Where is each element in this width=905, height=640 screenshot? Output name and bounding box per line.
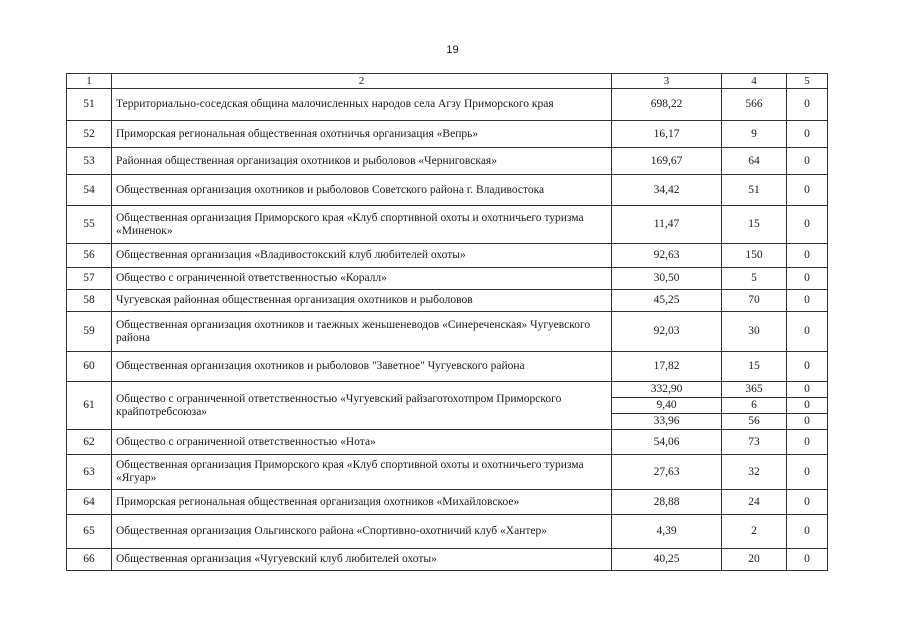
table-row bbox=[67, 490, 828, 515]
count-value: 20 bbox=[722, 549, 787, 571]
table-row bbox=[67, 121, 828, 148]
count-value: 64 bbox=[722, 148, 787, 175]
area-value: 27,63 bbox=[612, 455, 722, 490]
column-5-value: 0 bbox=[787, 352, 828, 382]
area-value: 33,96 bbox=[612, 414, 722, 430]
area-value: 332,90 bbox=[612, 382, 722, 398]
row-number: 51 bbox=[67, 89, 112, 121]
area-value: 54,06 bbox=[612, 430, 722, 455]
column-5-value: 0 bbox=[787, 89, 828, 121]
area-value: 30,50 bbox=[612, 268, 722, 290]
column-5-value: 0 bbox=[787, 549, 828, 571]
table-row bbox=[67, 515, 828, 549]
table-row bbox=[67, 352, 828, 382]
row-number: 58 bbox=[67, 290, 112, 312]
count-value: 6 bbox=[722, 398, 787, 414]
area-value: 698,22 bbox=[612, 89, 722, 121]
organization-name: Общество с ограниченной ответственностью «Чугуевский райзаготохотпром Приморского крайпотребсоюза» bbox=[112, 382, 612, 430]
column-5-value: 0 bbox=[787, 430, 828, 455]
table-header-row bbox=[67, 74, 828, 89]
row-number: 54 bbox=[67, 175, 112, 206]
count-value: 73 bbox=[722, 430, 787, 455]
column-5-value: 0 bbox=[787, 148, 828, 175]
row-number: 55 bbox=[67, 206, 112, 244]
count-value: 15 bbox=[722, 352, 787, 382]
table-row bbox=[67, 382, 828, 398]
table-row bbox=[67, 89, 828, 121]
area-value: 9,40 bbox=[612, 398, 722, 414]
organization-name: Общество с ограниченной ответственностью «Нота» bbox=[112, 430, 612, 455]
area-value: 28,88 bbox=[612, 490, 722, 515]
column-header-1: 1 bbox=[67, 74, 112, 89]
row-number: 63 bbox=[67, 455, 112, 490]
table-row bbox=[67, 268, 828, 290]
area-value: 45,25 bbox=[612, 290, 722, 312]
organization-name: Общество с ограниченной ответственностью «Коралл» bbox=[112, 268, 612, 290]
area-value: 169,67 bbox=[612, 148, 722, 175]
table-row bbox=[67, 206, 828, 244]
organization-name: Чугуевская районная общественная организация охотников и рыболовов bbox=[112, 290, 612, 312]
column-5-value: 0 bbox=[787, 382, 828, 398]
table-row bbox=[67, 290, 828, 312]
table-row bbox=[67, 312, 828, 352]
organization-name: Общественная организация «Чугуевский клуб любителей охоты» bbox=[112, 549, 612, 571]
count-value: 51 bbox=[722, 175, 787, 206]
table-row bbox=[67, 455, 828, 490]
data-table bbox=[66, 73, 828, 571]
table-row bbox=[67, 244, 828, 268]
column-5-value: 0 bbox=[787, 455, 828, 490]
column-5-value: 0 bbox=[787, 312, 828, 352]
column-5-value: 0 bbox=[787, 268, 828, 290]
area-value: 4,39 bbox=[612, 515, 722, 549]
count-value: 70 bbox=[722, 290, 787, 312]
row-number: 61 bbox=[67, 382, 112, 430]
row-number: 56 bbox=[67, 244, 112, 268]
organization-name: Приморская региональная общественная охотничья организация «Вепрь» bbox=[112, 121, 612, 148]
count-value: 32 bbox=[722, 455, 787, 490]
table-row bbox=[67, 175, 828, 206]
row-number: 52 bbox=[67, 121, 112, 148]
organization-name: Районная общественная организация охотников и рыболовов «Черниговская» bbox=[112, 148, 612, 175]
row-number: 60 bbox=[67, 352, 112, 382]
organization-name: Общественная организация охотников и рыболовов Советского района г. Владивостока bbox=[112, 175, 612, 206]
row-number: 57 bbox=[67, 268, 112, 290]
organization-name: Приморская региональная общественная организация охотников «Михайловское» bbox=[112, 490, 612, 515]
row-number: 65 bbox=[67, 515, 112, 549]
area-value: 16,17 bbox=[612, 121, 722, 148]
area-value: 17,82 bbox=[612, 352, 722, 382]
column-5-value: 0 bbox=[787, 398, 828, 414]
organization-name: Общественная организация Приморского края «Клуб спортивной охоты и охотничьего туризма «Ягуар» bbox=[112, 455, 612, 490]
page-number: 19 bbox=[446, 44, 459, 56]
count-value: 9 bbox=[722, 121, 787, 148]
column-5-value: 0 bbox=[787, 515, 828, 549]
row-number: 62 bbox=[67, 430, 112, 455]
organization-name: Общественная организация охотников и рыболовов "Заветное" Чугуевского района bbox=[112, 352, 612, 382]
count-value: 365 bbox=[722, 382, 787, 398]
count-value: 150 bbox=[722, 244, 787, 268]
area-value: 92,03 bbox=[612, 312, 722, 352]
table-row bbox=[67, 430, 828, 455]
table-row bbox=[67, 148, 828, 175]
column-header-4: 4 bbox=[722, 74, 787, 89]
column-header-2: 2 bbox=[112, 74, 612, 89]
row-number: 66 bbox=[67, 549, 112, 571]
organization-name: Общественная организация Приморского края «Клуб спортивной охоты и охотничьего туризма «Миненок» bbox=[112, 206, 612, 244]
organization-name: Общественная организация «Владивостокский клуб любителей охоты» bbox=[112, 244, 612, 268]
count-value: 5 bbox=[722, 268, 787, 290]
area-value: 40,25 bbox=[612, 549, 722, 571]
column-5-value: 0 bbox=[787, 175, 828, 206]
row-number: 64 bbox=[67, 490, 112, 515]
organization-name: Общественная организация охотников и таежных женьшеневодов «Синереченская» Чугуевского района bbox=[112, 312, 612, 352]
table-row bbox=[67, 549, 828, 571]
organization-name: Общественная организация Ольгинского района «Спортивно-охотничий клуб «Хантер» bbox=[112, 515, 612, 549]
area-value: 34,42 bbox=[612, 175, 722, 206]
count-value: 2 bbox=[722, 515, 787, 549]
count-value: 15 bbox=[722, 206, 787, 244]
area-value: 92,63 bbox=[612, 244, 722, 268]
column-5-value: 0 bbox=[787, 121, 828, 148]
column-5-value: 0 bbox=[787, 290, 828, 312]
column-5-value: 0 bbox=[787, 206, 828, 244]
column-5-value: 0 bbox=[787, 414, 828, 430]
count-value: 566 bbox=[722, 89, 787, 121]
row-number: 53 bbox=[67, 148, 112, 175]
column-header-3: 3 bbox=[612, 74, 722, 89]
organization-name: Территориально-соседская община малочисленных народов села Агзу Приморского края bbox=[112, 89, 612, 121]
column-5-value: 0 bbox=[787, 490, 828, 515]
count-value: 24 bbox=[722, 490, 787, 515]
area-value: 11,47 bbox=[612, 206, 722, 244]
column-header-5: 5 bbox=[787, 74, 828, 89]
count-value: 30 bbox=[722, 312, 787, 352]
row-number: 59 bbox=[67, 312, 112, 352]
count-value: 56 bbox=[722, 414, 787, 430]
column-5-value: 0 bbox=[787, 244, 828, 268]
